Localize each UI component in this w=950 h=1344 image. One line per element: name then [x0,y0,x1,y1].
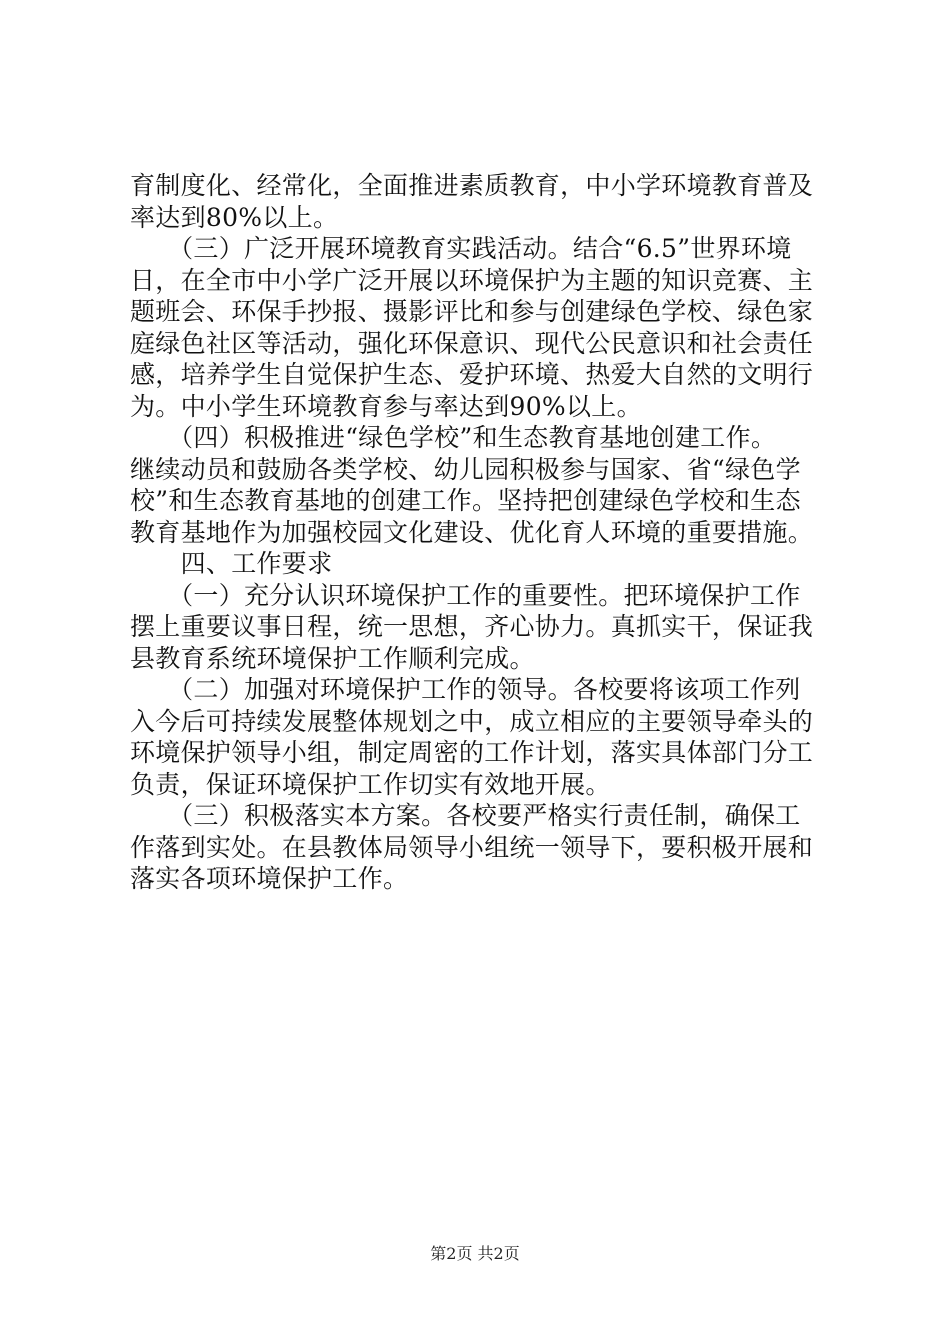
text-line: 率达到80%以上。 [130,202,339,232]
text-line: 育制度化、经常化，全面推进素质教育，中小学环境教育普及 [130,171,814,200]
text-line: 教育基地作为加强校园文化建设、优化育人环境的重要措施。 [130,517,814,547]
text-line: 为。中小学生环境教育参与率达到90%以上。 [130,391,642,421]
text-line: 感，培养学生自觉保护生态、爱护环境、热爱大自然的文明行 [130,360,814,389]
text-line: 入今后可持续发展整体规划之中，成立相应的主要领导牵头的 [130,706,814,736]
text-line: 摆上重要议事日程，统一思想，齐心协力。真抓实干，保证我 [130,612,814,641]
text-line: 庭绿色社区等活动，强化环保意识、现代公民意识和社会责任 [130,328,814,358]
text-line: （一）充分认识环境保护工作的重要性。把环境保护工作 [130,580,801,610]
text-line: 县教育系统环境保护工作顺利完成。 [130,643,535,673]
text-line: 作落到实处。在县教体局领导小组统一领导下，要积极开展和 [130,832,814,862]
text-line: （三）广泛开展环境教育实践活动。结合“6.5”世界环境 [130,234,792,263]
text-line: 落实各项环境保护工作。 [130,864,409,893]
text-line: （四）积极推进“绿色学校”和生态教育基地创建工作。 [130,423,777,452]
text-line: 日，在全市中小学广泛开展以环境保护为主题的知识竞赛、主 [130,265,814,295]
text-line: 校”和生态教育基地的创建工作。坚持把创建绿色学校和生态 [130,486,801,515]
text-line: （二）加强对环境保护工作的领导。各校要将该项工作列 [130,675,801,704]
page-number-footer: 第2页 共2页 [430,1244,520,1263]
text-line: 环境保护领导小组，制定周密的工作计划，落实具体部门分工 [130,738,814,767]
text-line: 继续动员和鼓励各类学校、幼儿园积极参与国家、省“绿色学 [130,454,801,484]
document-body [130,170,830,895]
section-heading: 四、工作要求 [130,549,333,578]
text-line: （三）积极落实本方案。各校要严格实行责任制，确保工 [130,801,801,830]
text-line: 负责，保证环境保护工作切实有效地开展。 [130,769,611,799]
text-line: 题班会、环保手抄报、摄影评比和参与创建绿色学校、绿色家 [130,297,814,326]
